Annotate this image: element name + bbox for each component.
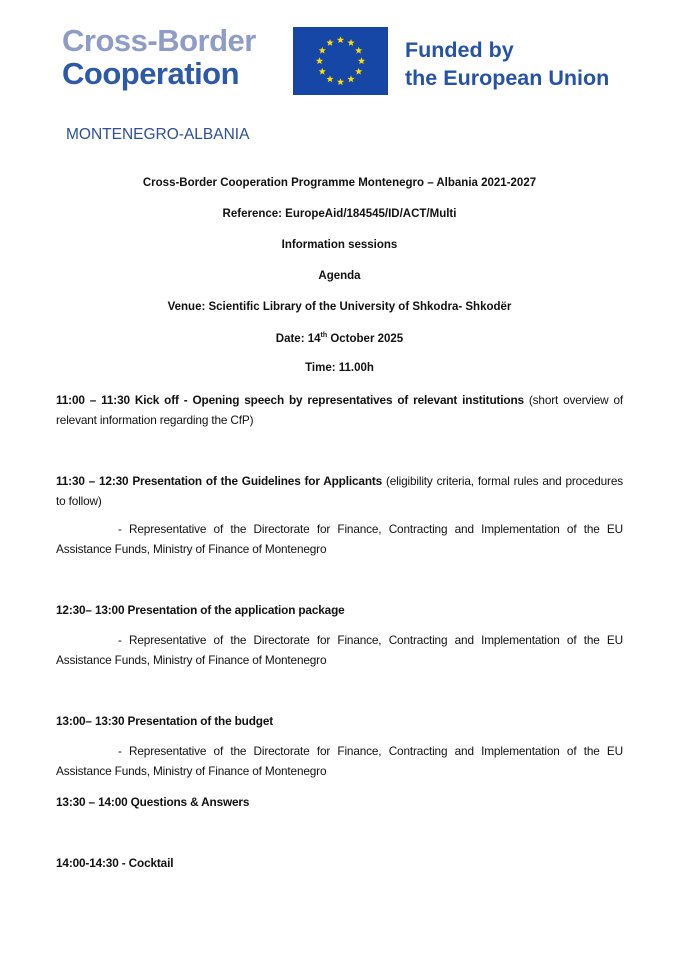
cross-border-cooperation-logo xyxy=(62,24,256,90)
eu-star-icon xyxy=(337,78,344,85)
item-title: 14:00-14:30 - Cocktail xyxy=(56,856,174,870)
logo-line2: Cooperation xyxy=(62,56,240,91)
eu-star-icon xyxy=(337,36,344,43)
venue: Venue: Scientific Library of the University of Shkodra- Shkodër xyxy=(167,301,512,313)
speaker-text: - Representative of the Directorate for Finance, Contracting and Implementation of the EU Assistance Funds, Ministry of Finance of Montenegro xyxy=(56,522,623,556)
sessions-title: Information sessions xyxy=(281,239,398,251)
eu-star-icon xyxy=(326,75,333,82)
logo-line1: Cross-Border xyxy=(62,23,256,58)
time: Time: 11.00h xyxy=(305,362,374,374)
eu-star-icon xyxy=(355,68,362,75)
item-title: 11:30 – 12:30 Presentation of the Guidelines for Applicants xyxy=(56,474,383,488)
date-sup: th xyxy=(320,332,328,339)
funded-line2: the European Union xyxy=(405,66,610,90)
eu-star-icon xyxy=(316,57,323,64)
region-label: MONTENEGRO-ALBANIA xyxy=(66,126,250,143)
funded-by-eu-text xyxy=(405,36,609,92)
item-title: 13:00– 13:30 Presentation of the budget xyxy=(56,714,274,728)
eu-star-icon xyxy=(319,47,326,54)
speaker-text: - Representative of the Directorate for Finance, Contracting and Implementation of the EU Assistance Funds, Ministry of Finance of Montenegro xyxy=(56,633,623,667)
agenda-item xyxy=(56,471,623,511)
eu-star-icon xyxy=(326,39,333,46)
agenda-item xyxy=(56,600,623,620)
eu-star-icon xyxy=(358,57,365,64)
agenda-item xyxy=(56,792,623,812)
reference: Reference: EuropeAid/184545/ID/ACT/Multi xyxy=(222,208,457,220)
date xyxy=(0,332,679,345)
agenda-title: Agenda xyxy=(318,270,361,282)
eu-star-icon xyxy=(319,68,326,75)
item-note: (eligibility criteria, formal rules and procedures to follow) xyxy=(56,474,623,508)
eu-star-icon xyxy=(347,75,354,82)
agenda-item xyxy=(56,390,623,430)
item-title: 11:00 – 11:30 Kick off - Opening speech by representatives of relevant institutions xyxy=(56,393,524,407)
eu-star-icon xyxy=(347,39,354,46)
date-suffix: October 2025 xyxy=(327,332,404,345)
programme-title: Cross-Border Cooperation Programme Montenegro – Albania 2021-2027 xyxy=(142,177,537,189)
funded-line1: Funded by xyxy=(405,38,514,62)
eu-flag-icon xyxy=(293,27,388,95)
item-title: 13:30 – 14:00 Questions & Answers xyxy=(56,795,250,809)
agenda-item xyxy=(56,711,623,731)
speaker-text: - Representative of the Directorate for Finance, Contracting and Implementation of the EU Assistance Funds, Ministry of Finance of Montenegro xyxy=(56,744,623,778)
date-prefix: Date: 14 xyxy=(275,332,321,345)
speaker xyxy=(56,519,623,559)
item-title: 12:30– 13:00 Presentation of the application package xyxy=(56,603,345,617)
speaker xyxy=(56,630,623,670)
agenda-item xyxy=(56,853,623,873)
speaker xyxy=(56,741,623,781)
eu-star-icon xyxy=(355,47,362,54)
item-note: (short overview of relevant information regarding the CfP) xyxy=(56,393,623,427)
